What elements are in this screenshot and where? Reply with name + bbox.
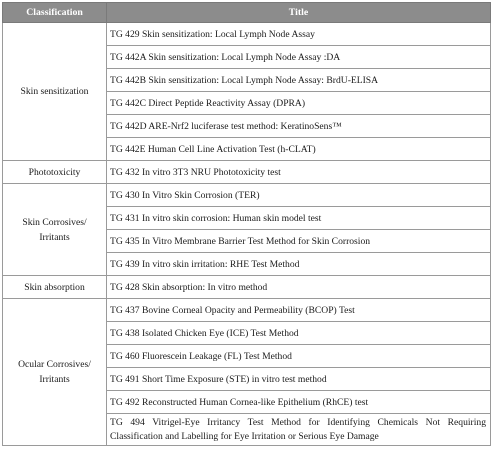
title-cell: TG 442D ARE-Nrf2 luciferase test method: KeratinoSens™: [107, 115, 491, 138]
title-cell: TG 438 Isolated Chicken Eye (ICE) Test Method: [107, 322, 491, 345]
title-cell: TG 492 Reconstructed Human Cornea-like Epithelium (RhCE) test: [107, 391, 491, 414]
title-cell: TG 437 Bovine Corneal Opacity and Permeability (BCOP) Test: [107, 299, 491, 322]
table-row: [3, 23, 491, 46]
header-row: [3, 3, 491, 23]
title-cell: TG 431 In vitro skin corrosion: Human skin model test: [107, 207, 491, 230]
title-cell: TG 491 Short Time Exposure (STE) in vitro test method: [107, 368, 491, 391]
title-cell: TG 435 In Vitro Membrane Barrier Test Method for Skin Corrosion: [107, 230, 491, 253]
classification-cell: Skin sensitization: [3, 23, 107, 161]
table-row: [3, 184, 491, 207]
title-cell: TG 460 Fluorescein Leakage (FL) Test Method: [107, 345, 491, 368]
classification-cell: Skin absorption: [3, 276, 107, 299]
table-row: [3, 299, 491, 322]
classification-cell: Phototoxicity: [3, 161, 107, 184]
table-row: [3, 276, 491, 299]
title-cell: TG 439 In vitro skin irritation: RHE Test Method: [107, 253, 491, 276]
classification-cell: Ocular Corrosives/ Irritants: [3, 299, 107, 446]
title-cell: TG 442C Direct Peptide Reactivity Assay (DPRA): [107, 92, 491, 115]
title-cell: TG 494 Vitrigel-Eye Irritancy Test Method for Identifying Chemicals Not Requiring Classification and Labelling for Eye Irritation or Serious Eye Damage: [107, 414, 491, 446]
table-row: [3, 161, 491, 184]
title-cell: TG 442A Skin sensitization: Local Lymph Node Assay :DA: [107, 46, 491, 69]
classification-cell: Skin Corrosives/ Irritants: [3, 184, 107, 276]
title-cell: TG 442B Skin sensitization: Local Lymph Node Assay: BrdU-ELISA: [107, 69, 491, 92]
title-cell: TG 432 In vitro 3T3 NRU Phototoxicity test: [107, 161, 491, 184]
header-classification: Classification: [3, 3, 107, 23]
title-cell: TG 428 Skin absorption: In vitro method: [107, 276, 491, 299]
title-cell: TG 429 Skin sensitization: Local Lymph Node Assay: [107, 23, 491, 46]
test-guidelines-table: [2, 2, 491, 446]
header-title: Title: [107, 3, 491, 23]
title-cell: TG 430 In Vitro Skin Corrosion (TER): [107, 184, 491, 207]
title-cell: TG 442E Human Cell Line Activation Test (h-CLAT): [107, 138, 491, 161]
